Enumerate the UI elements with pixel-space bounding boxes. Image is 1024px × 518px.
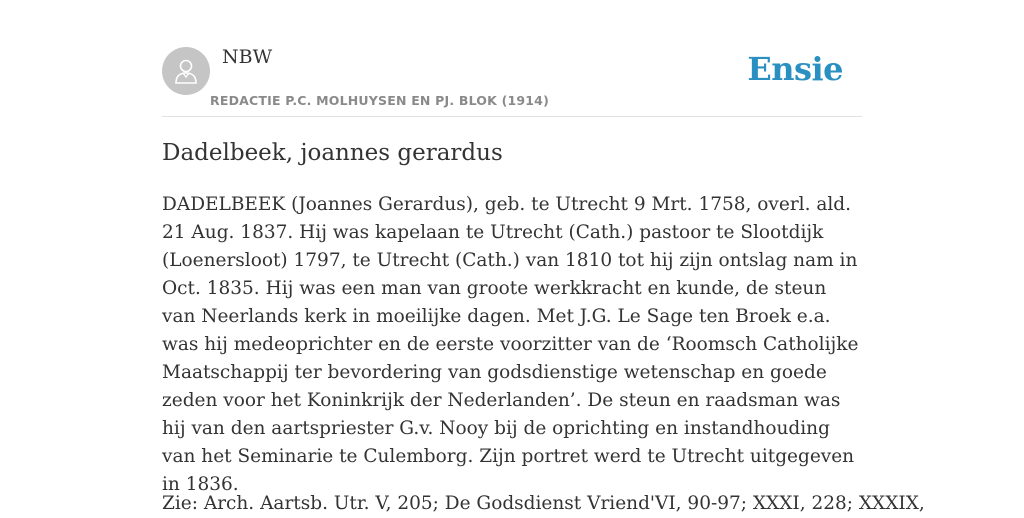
article-card — [162, 0, 925, 514]
article-body: DADELBEEK (Joannes Gerardus), geb. te Utrecht 9 Mrt. 1758, overl. ald. 21 Aug. 1837. Hij was kapelaan te Utrecht (Cath.) pastoor te Slootdijk (Loenersloot) 1797, te Utrecht (Cath.) van 1810 tot hij zijn ontslag nam in Oct. 1835. Hij was een man van groote werkkracht en kunde, de steun van Neerlands kerk in moeilijke dagen. Met J.G. Le Sage ten Broek e.a. was hij medeoprichter en de eerste voorzitter van de ‘Roomsch Catholijke Maatschappij ter bevordering van godsdienstige wetenschap en goede zeden voor het Koninkrijk der Nederlanden’. De steun en raadsman was hij van den aartspriester G.v. Nooy bij de oprichting en instandhouding van het Seminarie te Culemborg. Zijn portret werd te Utrecht uitgegeven in 1836. — [162, 194, 859, 495]
article-references: Zie: Arch. Aartsb. Utr. V, 205; De Godsdienst Vriend'VI, 90-97; XXXI, 228; XXXIX, — [162, 493, 925, 514]
page-title: Dadelbeek, joannes gerardus — [162, 140, 503, 166]
source-meta: REDACTIE P.C. MOLHUYSEN EN PJ. BLOK (1914) — [210, 93, 549, 108]
avatar[interactable] — [162, 47, 210, 95]
article-header — [162, 0, 862, 117]
brand-logo[interactable]: Ensie — [747, 50, 843, 88]
source-name[interactable]: NBW — [222, 46, 273, 68]
user-silhouette-icon — [171, 56, 201, 86]
